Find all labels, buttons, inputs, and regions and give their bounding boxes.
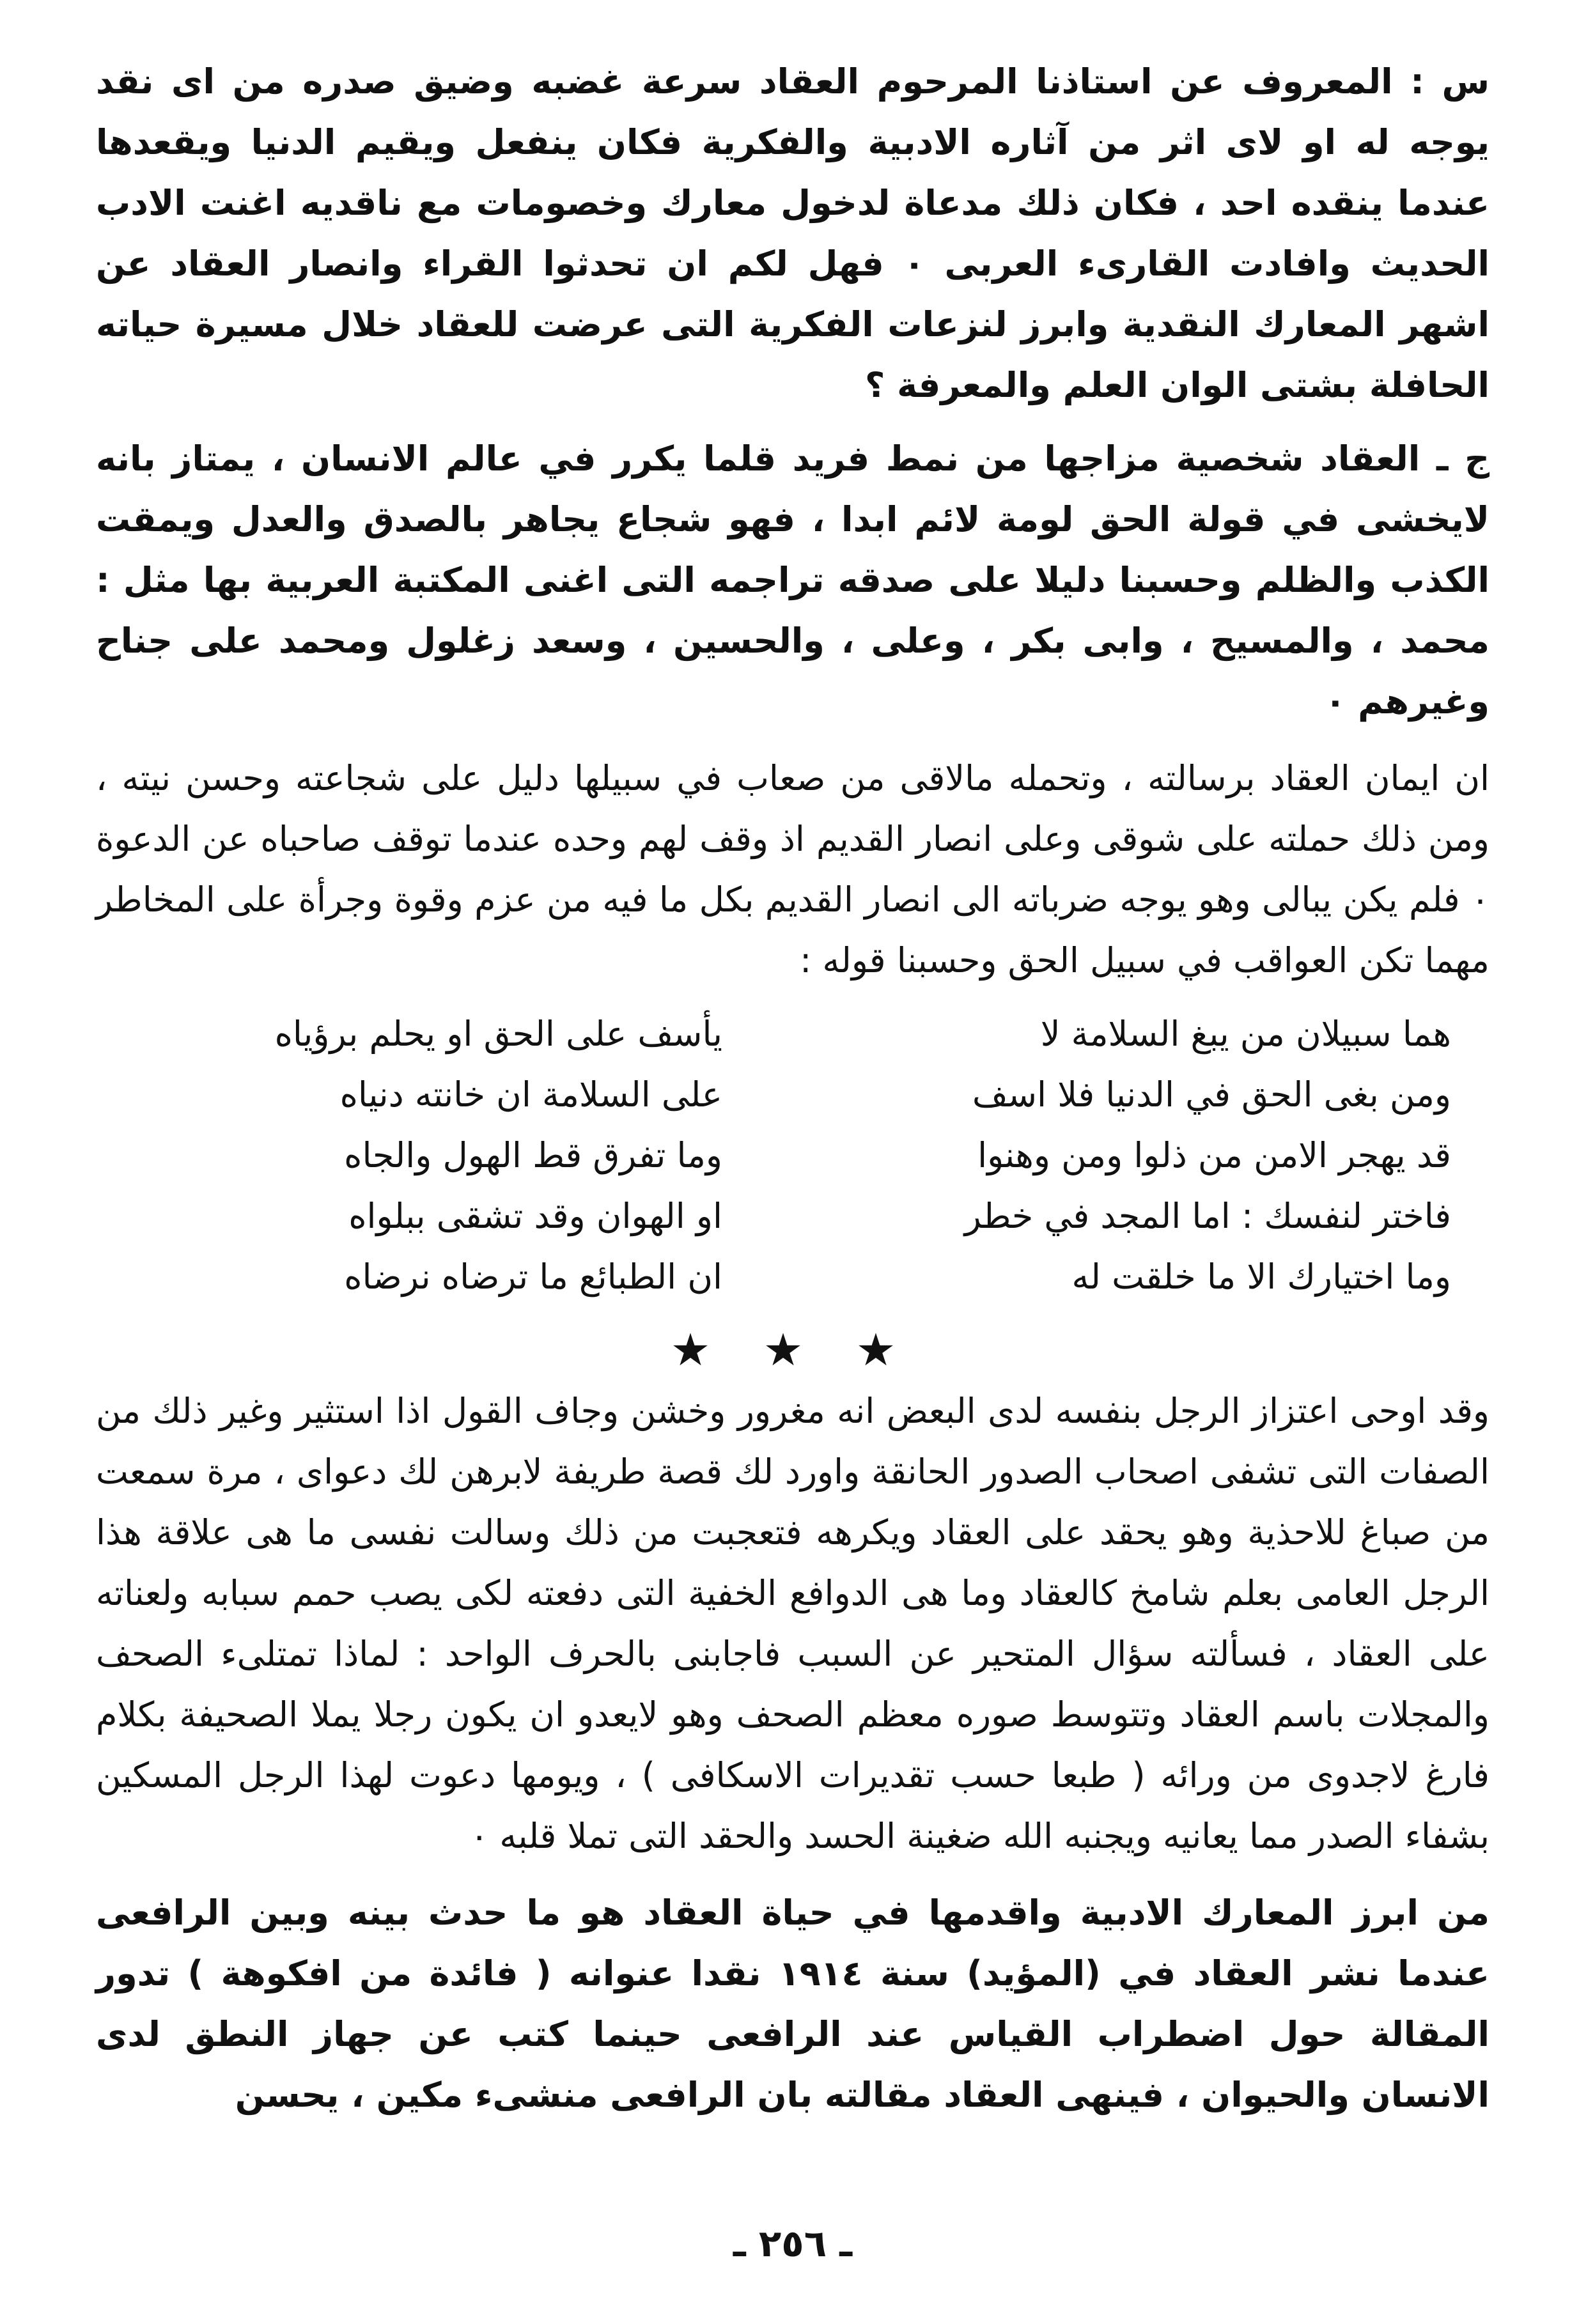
poem-block <box>96 1003 1490 1307</box>
poem-verse <box>96 1246 1490 1307</box>
poem-first-hemistich: ومن بغى الحق في الدنيا فلا اسف <box>972 1074 1451 1115</box>
poem-first-hemistich: فاختر لنفسك : اما المجد في خطر <box>964 1196 1451 1236</box>
poem-first-hemistich: قد يهجر الامن من ذلوا ومن وهنوا <box>977 1135 1451 1175</box>
poem-first-hemistich: هما سبيلان من يبغ السلامة لا <box>1040 1014 1451 1054</box>
poem-second-hemistich: على السلامة ان خانته دنياه <box>339 1074 722 1115</box>
document-page <box>96 51 1490 2275</box>
poem-second-hemistich: او الهوان وقد تشقى ببلواه <box>348 1196 722 1236</box>
poem-verse <box>96 1003 1490 1064</box>
pride-paragraph: وقد اوحى اعتزاز الرجل بنفسه لدى البعض انه مغرور وخشن وجاف القول اذا استثير وغير ذلك من الصفات التى تشفى اصحاب الصدور الحانقة واورد لك قصة طريفة لابرهن لك دعواى ، مرة سمعت من صباغ للاحذية وهو يحقد على العقاد ويكرهه فتعجبت من ذلك وسالت نفسى ما هى علاقة هذا الرجل العامى بعلم شامخ كالعقاد وما هى الدوافع الخفية التى دفعته لكى يصب حمم سبابه ولعناته على العقاد ، فسألته سؤال المتحير عن السبب فاجابنى بالحرف الواحد : لماذا تمتلىء الصحف والمجلات باسم العقاد وتتوسط صوره معظم الصحف وهو لايعدو ان يكون رجلا يملا الصحيفة بكلام فارغ لاجدوى من ورائه ( طبعا حسب تقديرات الاسكافى ) ، ويومها دعوت لهذا الرجل المسكين بشفاء الصدر مما يعانيه ويجنبه الله ضغينة الحسد والحقد التى تملا قلبه ٠ <box>96 1391 1490 1856</box>
poem-verse <box>96 1064 1490 1125</box>
poem-second-hemistich: ان الطبائع ما ترضاه نرضاه <box>344 1257 722 1297</box>
poem-second-hemistich: وما تفرق قط الهول والجاه <box>344 1135 722 1175</box>
rafii-paragraph: من ابرز المعارك الادبية واقدمها في حياة العقاد هو ما حدث بينه وبين الرافعى عندما نشر العقاد في (المؤيد) سنة ١٩١٤ نقدا عنوانه ( فائدة من افكوهة ) تدور المقالة حول اضطراب القياس عند الرافعى حينما كتب عن جهاز النطق لدى الانسان والحيوان ، فينهى العقاد مقالته بان الرافعى منشىء مكين ، يحسن <box>96 1893 1490 2115</box>
poem-verse <box>96 1125 1490 1186</box>
poem-verse <box>96 1186 1490 1246</box>
question-paragraph: س : المعروف عن استاذنا المرحوم العقاد سرعة غضبه وضيق صدره من اى نقد يوجه له او لاى اثر من آثاره الادبية والفكرية فكان ينفعل ويقيم الدنيا ويقعدها عندما ينقده احد ، فكان ذلك مدعاة لدخول معارك وخصومات مع ناقديه اغنت الادب الحديث وافادت القارىء العربى ٠ فهل لكم ان تحدثوا القراء وانصار العقاد عن اشهر المعارك النقدية وابرز لنزعات الفكرية التى عرضت للعقاد خلال مسيرة حياته الحافلة بشتى الوان العلم والمعرفة ؟ <box>96 61 1490 405</box>
faith-paragraph: ان ايمان العقاد برسالته ، وتحمله مالاقى من صعاب في سبيلها دليل على شجاعته وحسن نيته ، ومن ذلك حملته على شوقى وعلى انصار القديم اذ وقف لهم وحده عندما توقف صاحباه عن الدعوة ٠ فلم يكن يبالى وهو يوجه ضرباته الى انصار القديم بكل ما فيه من عزم وقوة وجرأة على المخاطر مهما تكن العواقب في سبيل الحق وحسبنا قوله : <box>96 758 1490 980</box>
poem-first-hemistich: وما اختيارك الا ما خلقت له <box>1071 1257 1451 1297</box>
answer-paragraph: ج ـ العقاد شخصية مزاجها من نمط فريد قلما يكرر في عالم الانسان ، يمتاز بانه لايخشى في قولة الحق لومة لائم ابدا ، فهو شجاع يجاهر بالصدق والعدل ويمقت الكذب والظلم وحسبنا دليلا على صدقه تراجمه التى اغنى المكتبة العربية بها مثل : محمد ، والمسيح ، وابى بكر ، وعلى ، والحسين ، وسعد زغلول ومحمد على جناح وغيرهم ٠ <box>96 438 1490 722</box>
page-number: ـ ٢٥٦ ـ <box>733 2222 853 2265</box>
section-divider-stars: ★ ★ ★ <box>670 1324 915 1376</box>
poem-second-hemistich: يأسف على الحق او يحلم برؤياه <box>274 1014 722 1054</box>
